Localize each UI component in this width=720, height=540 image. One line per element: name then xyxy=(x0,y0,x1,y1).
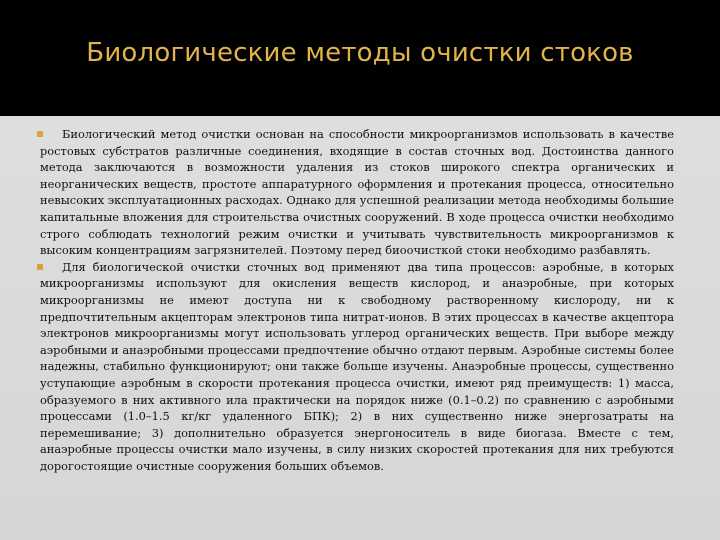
paragraph-2-text: Для биологической очистки сточных вод применяют два типа процессов: аэробные, в которых микроорганизмы используют для окисления веществ кислород, и анаэробные, при которых микроорганизмы не имеют доступа ни к свободному растворенному кислороду, ни к предпочтительным акцепторам электронов типа нитрат-ионов. В этих процессах в качестве акцептора электронов микроорганизмы могут использовать углерод органических веществ. При выборе между аэробными и анаэробными процессами предпочтение обычно отдают первым. Аэробные системы более надежны, стабильно функционируют; они также больше изучены. Анаэробные процессы, существенно уступающие аэробным в скорости протекания процесса очистки, имеют ряд преимуществ: 1) масса, образуемого в них активного ила практически на порядок ниже (0.1–0.2) по сравнению с аэробными процессами (1.0–1.5 кг/кг удаленного БПК); 2) в них существенно ниже энергозатраты на перемешивание; 3) дополнительно образуется энергоноситель в виде биогаза. Вместе с тем, анаэробные процессы очистки мало изучены, в силу низких скоростей протекания для них требуются дорогостоящие очистные сооружения больших объемов. xyxy=(40,259,674,473)
square-bullet-icon xyxy=(37,264,43,270)
slide-title: Биологические методы очистки стоков xyxy=(86,38,634,68)
paragraph-1-text: Биологический метод очистки основан на способности микроорганизмов использовать в качестве ростовых субстратов различные соединения, входящие в состав сточных вод. Достоинства данного метода заключаются в возможности удаления из стоков широкого спектра органических и неорганических веществ, простоте аппаратурного оформления и протекания процесса, относительно невысоких эксплуатационных расходах. Однако для успешной реализации метода необходимы большие капитальные вложения для строительства очистных сооружений. В ходе процесса очистки необходимо строго соблюдать технологий режим очистки и учитывать чувствительность микроорганизмов к высоким концентрациям загрязнителей. Поэтому перед биоочисткой стоки необходимо разбавлять. xyxy=(40,127,674,258)
paragraph-1 xyxy=(40,126,674,259)
slide-header xyxy=(0,0,720,112)
paragraph-2 xyxy=(40,259,674,475)
slide-body xyxy=(0,116,720,540)
square-bullet-icon xyxy=(37,131,43,137)
body-text xyxy=(40,126,674,474)
